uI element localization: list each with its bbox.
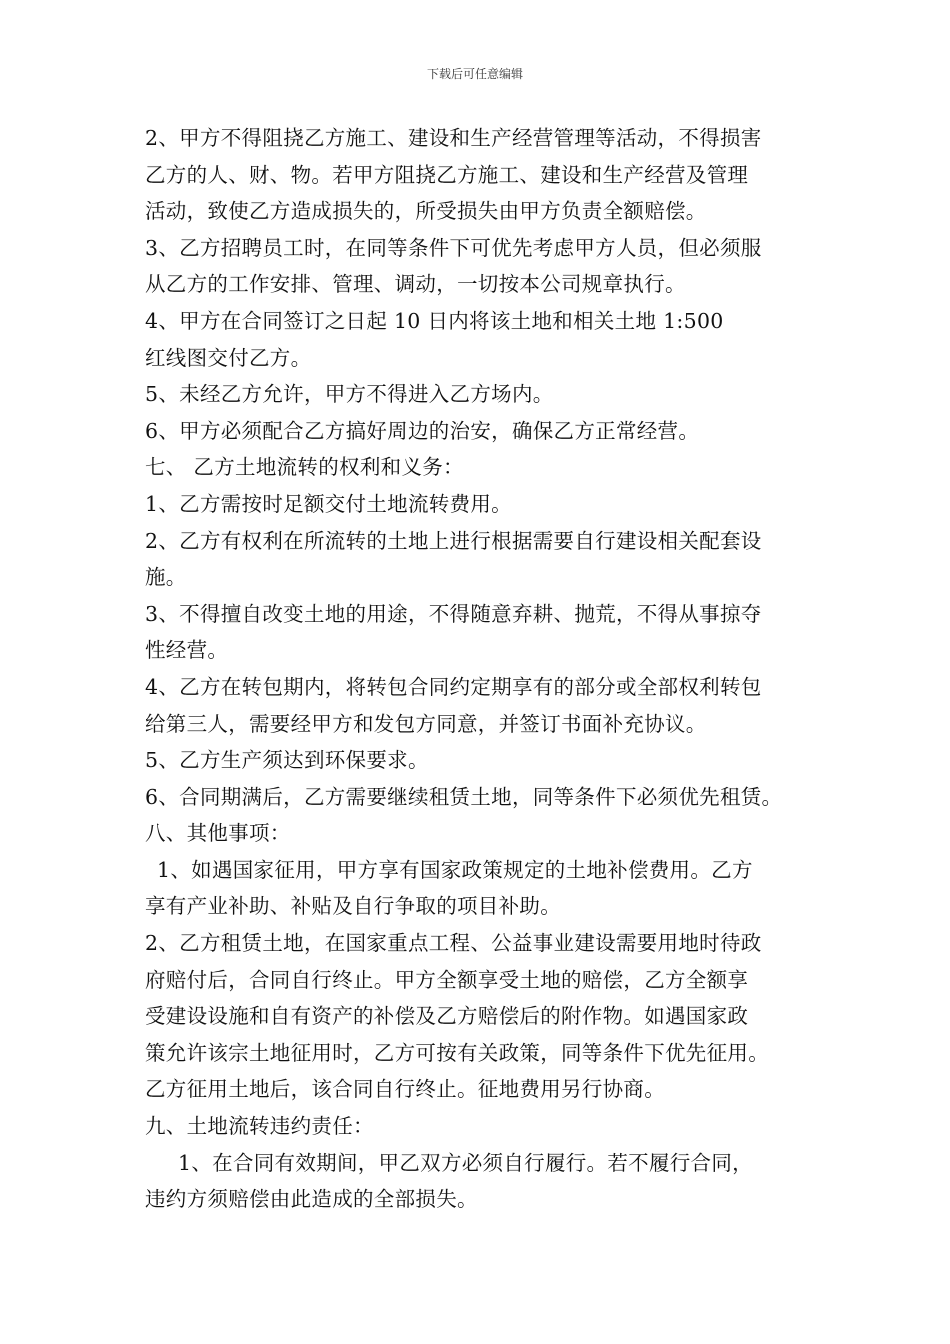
text-line: 3、不得擅自改变土地的用途，不得随意弃耕、抛荒，不得从事掠夺	[145, 601, 762, 626]
text-line: 八、其他事项：	[145, 821, 291, 846]
text-line: 乙方征用土地后，该合同自行终止。征地费用另行协商。	[145, 1077, 665, 1102]
text-line: 策允许该宗土地征用时，乙方可按有关政策，同等条件下优先征用。	[145, 1040, 769, 1065]
text-line: 活动，致使乙方造成损失的，所受损失由甲方负责全额赔偿。	[145, 199, 707, 224]
text-line: 1、如遇国家征用，甲方享有国家政策规定的土地补偿费用。乙方	[157, 857, 753, 882]
document-body	[145, 120, 825, 1218]
text-line: 6、合同期满后，乙方需要继续租赁土地，同等条件下必须优先租赁。	[145, 784, 783, 809]
text-line: 4、乙方在转包期内，将转包合同约定期享有的部分或全部权利转包	[145, 674, 762, 699]
text-line: 2、乙方有权利在所流转的土地上进行根据需要自行建设相关配套设	[145, 528, 762, 553]
text-line: 6、甲方必须配合乙方搞好周边的治安，确保乙方正常经营。	[145, 418, 700, 443]
text-line: 1、乙方需按时足额交付土地流转费用。	[145, 491, 512, 516]
text-line: 七、 乙方土地流转的权利和义务：	[145, 455, 464, 480]
text-line: 2、甲方不得阻挠乙方施工、建设和生产经营管理等活动，不得损害	[145, 126, 762, 150]
text-line: 4、甲方在合同签订之日起 10 日内将该土地和相关土地 1:500	[145, 308, 724, 333]
page-header: 下载后可任意编辑	[426, 67, 523, 81]
text-line: 九、土地流转违约责任：	[145, 1114, 374, 1139]
text-line: 受建设设施和自有资产的补偿及乙方赔偿后的附作物。如遇国家政	[145, 1004, 749, 1029]
text-line: 红线图交付乙方。	[145, 345, 312, 370]
text-line: 1、在合同有效期间，甲乙双方必须自行履行。若不履行合同，	[178, 1150, 753, 1175]
text-line: 违约方须赔偿由此造成的全部损失。	[145, 1187, 478, 1212]
text-line: 乙方的人、财、物。若甲方阻挠乙方施工、建设和生产经营及管理	[145, 162, 749, 187]
text-line: 从乙方的工作安排、管理、调动，一切按本公司规章执行。	[145, 272, 686, 297]
text-line: 性经营。	[145, 638, 229, 663]
text-line: 5、乙方生产须达到环保要求。	[145, 748, 429, 773]
text-line: 3、乙方招聘员工时，在同等条件下可优先考虑甲方人员，但必须服	[145, 235, 762, 260]
text-line: 2、乙方租赁土地，在国家重点工程、公益事业建设需要用地时待政	[145, 931, 762, 956]
text-line: 给第三人，需要经甲方和发包方同意，并签订书面补充协议。	[145, 711, 707, 736]
text-line: 施。	[145, 565, 187, 590]
text-line: 5、未经乙方允许，甲方不得进入乙方场内。	[145, 382, 554, 407]
text-line: 府赔付后，合同自行终止。甲方全额享受土地的赔偿，乙方全额享	[145, 967, 749, 992]
text-line: 享有产业补助、补贴及自行争取的项目补助。	[145, 894, 561, 919]
